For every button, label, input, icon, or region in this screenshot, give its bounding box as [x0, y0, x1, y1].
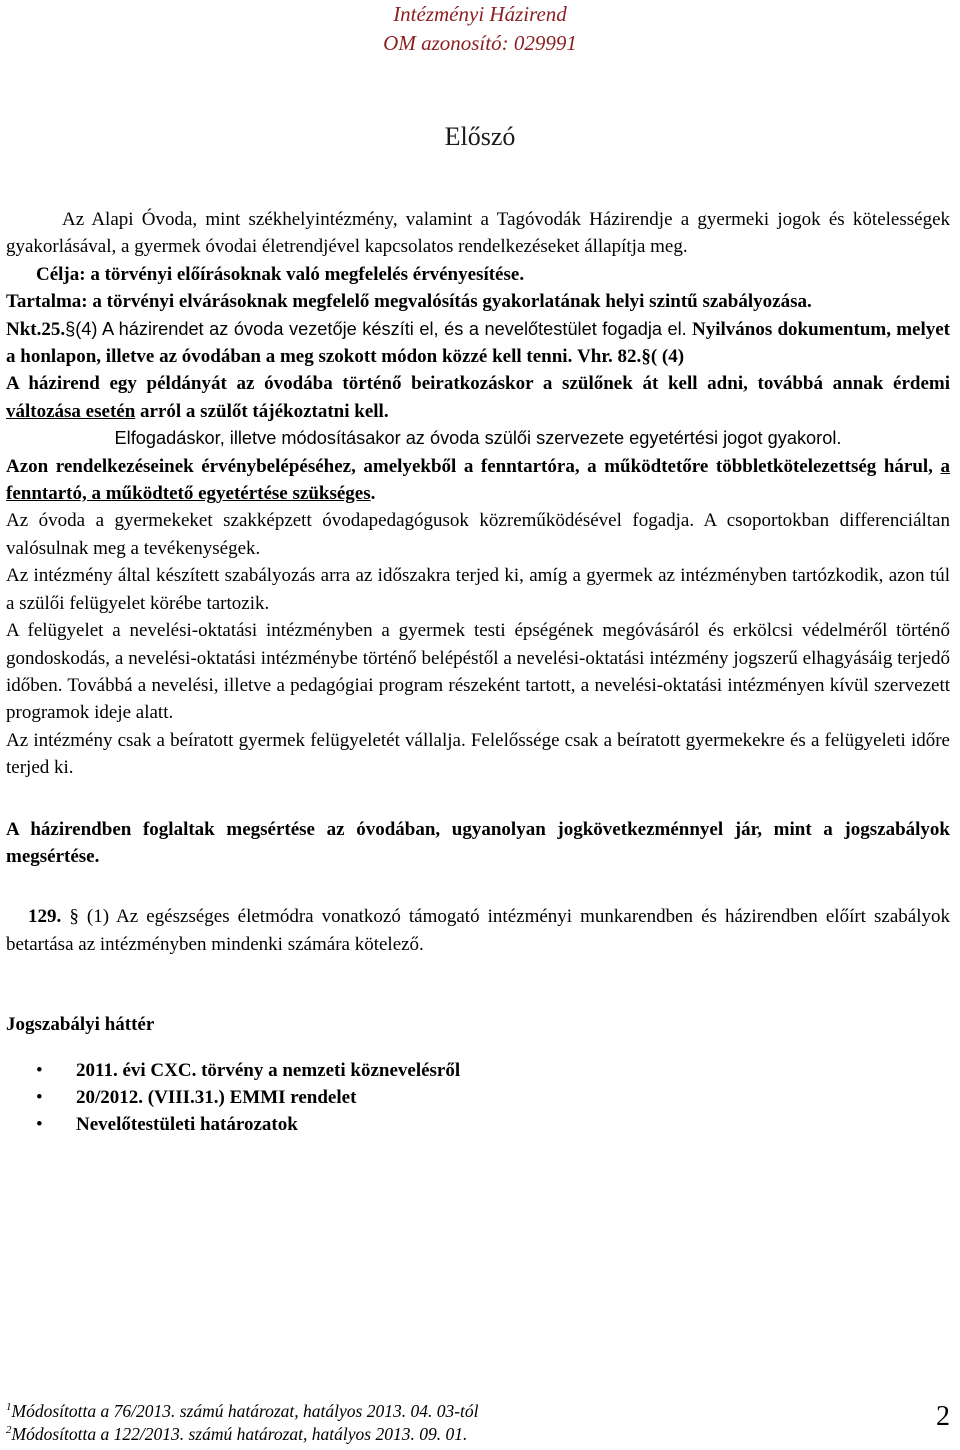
house-rules-copy-underlined: változása esetén — [6, 400, 136, 422]
vhr-section: §( (4) — [641, 346, 685, 368]
legal-background-heading: Jogszabályi háttér — [6, 1014, 155, 1036]
house-rules-copy-text-b: arról a szülőt tájékoztatni kell. — [140, 400, 389, 422]
purpose-line: Célja: a törvényi előírásoknak való megfelelés érvényesítése. — [36, 263, 525, 285]
body-paragraph: Az óvoda a gyermekeket szakképzett óvodapedagógusok közreműködésével fogadja. A csoportokban differenciáltan valósulnak meg a tevékenységek. — [6, 510, 950, 559]
vhr-reference: Vhr. 82. — [577, 346, 642, 368]
nkt-reference: Nkt.25. — [6, 318, 66, 340]
section-129-text: § (1) Az egészséges életmódra vonatkozó támogató intézményi munkarendben és házirendben előírt szabályok betartása az intézményben mindenki számára kötelező. — [6, 906, 950, 955]
body-paragraph: Az intézmény által készített szabályozás arra az időszakra terjed ki, amíg a gyermek az intézményben tartózkodik, azon túl a szülői felügyelet körébe tartozik. — [6, 565, 950, 614]
house-rules-copy-paragraph — [6, 370, 950, 425]
header-title: Intézményi Házirend — [393, 2, 567, 26]
section-129-number: 129. — [28, 906, 62, 928]
content-line: Tartalma: a törvényi elvárásoknak megfelelő megvalósítás gyakorlatának helyi szintű szabályozása. — [6, 291, 812, 313]
document-body — [6, 206, 950, 1139]
page-title: Előszó — [444, 122, 516, 151]
body-paragraph: Az intézmény csak a beíratott gyermek felügyeletét vállalja. Felelőssége csak a beíratott gyermekekre és a felügyeleti időre terjed ki. — [6, 729, 950, 779]
footnote-mark: 2 — [6, 1424, 12, 1437]
page-header — [0, 0, 960, 58]
footnote-mark: 1 — [6, 1401, 12, 1414]
provisions-text-a: Azon rendelkezéseinek érvénybelépéséhez, amelyekből a fenntartóra, a működtetőre többletkötelezettség hárul, — [6, 455, 933, 477]
intro-paragraph: Az Alapi Óvoda, mint székhelyintézmény, valamint a Tagóvodák Házirendje a gyermeki jogok és kötelességek gyakorlásával, a gyermek óvodai életrendjével kapcsolatos rendelkezéseket állapítja meg. — [6, 209, 950, 258]
bullet-icon: • — [36, 1114, 43, 1136]
acceptance-paragraph: Elfogadáskor, illetve módosításakor az óvoda szülői szervezete egyetértési jogot gyakorol. — [114, 428, 842, 449]
footnotes — [6, 1400, 950, 1446]
footnote — [6, 1423, 950, 1446]
list-item — [6, 1084, 950, 1111]
footnote-text: Módosította a 76/2013. számú határozat, hatályos 2013. 04. 03-tól — [11, 1401, 479, 1421]
header-om-id: OM azonosító: 029991 — [383, 31, 577, 55]
nkt-text: §(4) A házirendet az óvoda vezetője készíti el, és a nevelőtestület fogadja el. — [65, 318, 687, 339]
list-item — [6, 1057, 950, 1084]
provisions-paragraph — [6, 453, 950, 508]
bullet-icon: • — [36, 1086, 43, 1108]
section-129-paragraph — [6, 903, 950, 958]
public-document-text: Nyilvános dokumentum, melyet a honlapon, illetve az óvodában a meg szokott módon közzé kell tenni. — [6, 318, 951, 368]
violation-paragraph: A házirendben foglaltak megsértése az óvodában, ugyanolyan jogkövetkezménnyel jár, mint a jogszabályok megsértése. — [6, 818, 950, 867]
list-item — [6, 1111, 950, 1138]
body-paragraph: A felügyelet a nevelési-oktatási intézményben a gyermek testi épségének megóvásáról és erkölcsi védelméről történő gondoskodás, a nevelési-oktatási intézménybe történő belépéstől a nevelési-oktatási intézmény jogszerű elhagyásáig terjedő időben. Továbbá a nevelési, illetve a pedagógiai program részeként tartott, a nevelési-oktatási intézményen kívül szervezett programok ideje alatt. — [6, 620, 950, 724]
list-item-text: 20/2012. (VIII.31.) EMMI rendelet — [76, 1086, 357, 1108]
footnote-text: Módosította a 122/2013. számú határozat, hatályos 2013. 09. 01. — [11, 1424, 468, 1444]
bullet-icon: • — [36, 1059, 43, 1081]
house-rules-copy-text-a: A házirend egy példányát az óvodába történő beiratkozáskor a szülőnek át kell adni, továbbá annak érdemi — [6, 373, 950, 395]
list-item-text: 2011. évi CXC. törvény a nemzeti köznevelésről — [76, 1059, 461, 1081]
provisions-text-b: . — [370, 483, 376, 505]
provisions-underlined: a fenntartó, a működtető egyetértése szükséges — [6, 455, 950, 505]
page-number: 2 — [936, 1401, 950, 1432]
nkt-paragraph — [6, 316, 950, 371]
legal-background-list — [6, 1057, 950, 1139]
footnote — [6, 1400, 950, 1423]
list-item-text: Nevelőtestületi határozatok — [76, 1114, 298, 1136]
